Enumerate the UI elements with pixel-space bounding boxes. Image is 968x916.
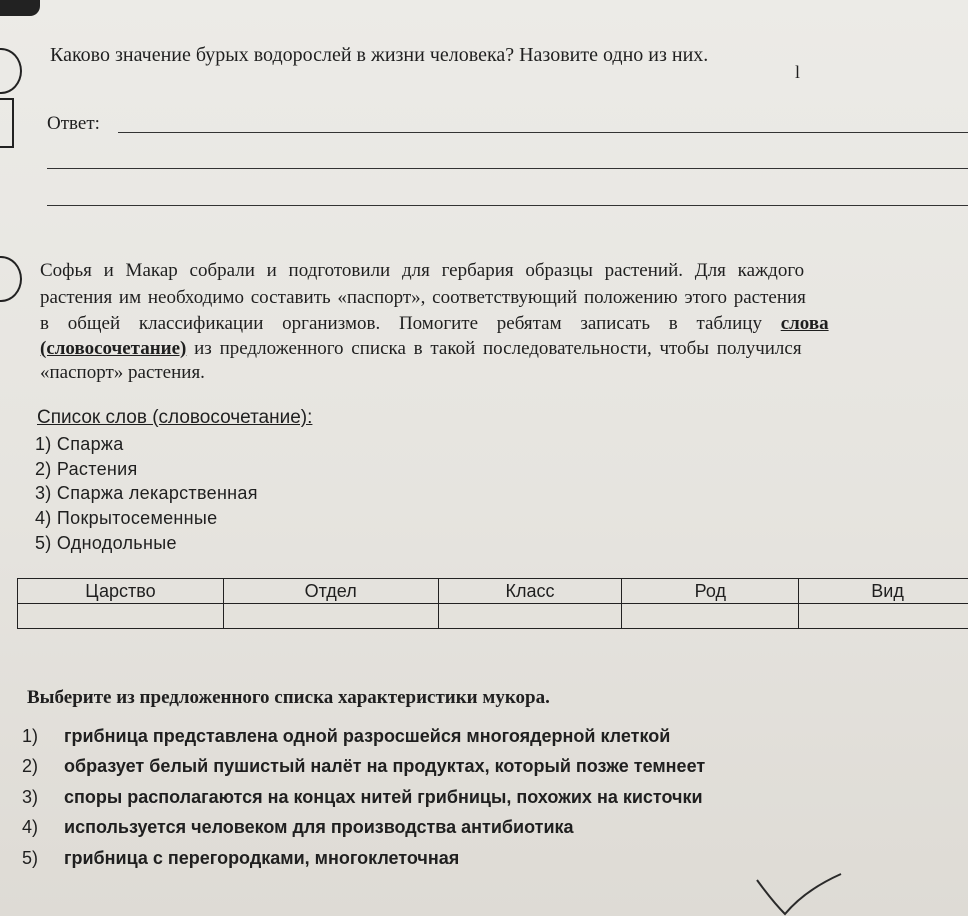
list-item: 3) Спаржа лекарственная (35, 483, 258, 503)
column-header: Класс (438, 579, 622, 604)
option-5[interactable]: 5) грибница с перегородками, многоклеточная (22, 848, 460, 868)
answer-line[interactable] (47, 168, 968, 169)
passport-table (17, 578, 968, 629)
list-item: 2) Растения (35, 459, 138, 479)
answer-line[interactable] (47, 205, 968, 206)
list-item: 1) Спаржа (35, 434, 124, 454)
column-header: Род (622, 579, 799, 604)
pen-mark: l (795, 62, 801, 82)
question-2-line-5: «паспорт» растения. (40, 362, 205, 383)
column-header: Царство (18, 579, 224, 604)
answer-cell[interactable] (223, 604, 438, 629)
answer-cell[interactable] (18, 604, 224, 629)
question-1-text: Каково значение бурых водорослей в жизни человека? Назовите одно из них. (50, 44, 709, 66)
option-4[interactable]: 4) используется человеком для производства антибиотика (22, 817, 574, 837)
option-3[interactable]: 3) споры располагаются на концах нитей грибницы, похожих на кисточки (22, 787, 703, 807)
table-answer-row (18, 604, 968, 629)
pen-scribble (755, 850, 845, 916)
score-box (0, 98, 14, 148)
column-header: Вид (799, 579, 968, 604)
question-3-text: Выберите из предложенного списка характеристики мукора. (27, 687, 550, 708)
question-2-line-3: в общей классификации организмов. Помогите ребятам записать в таблицу слова (40, 313, 829, 334)
question-2-line-4: (словосочетание) из предложенного списка в такой последовательности, чтобы получился (40, 338, 802, 359)
answer-cell[interactable] (438, 604, 622, 629)
question-2-line-2: растения им необходимо составить «паспорт», соответствующий положению этого растения (40, 287, 806, 308)
option-1[interactable]: 1) грибница представлена одной разросшейся многоядерной клеткой (22, 726, 671, 746)
task-number-circle (0, 48, 22, 94)
answer-cell[interactable] (622, 604, 799, 629)
answer-cell[interactable] (799, 604, 968, 629)
list-item: 4) Покрытосеменные (35, 508, 218, 528)
word-list-title: Список слов (словосочетание): (37, 407, 313, 428)
answer-label: Ответ: (47, 113, 100, 134)
column-header: Отдел (223, 579, 438, 604)
task-number-circle (0, 256, 22, 302)
answer-line[interactable] (118, 132, 968, 133)
table-header-row (18, 579, 968, 604)
option-2[interactable]: 2) образует белый пушистый налёт на продуктах, который позже темнеет (22, 756, 706, 776)
question-2-line-1: Софья и Макар собрали и подготовили для гербария образцы растений. Для каждого (40, 260, 805, 281)
page-corner-mark (0, 0, 40, 16)
list-item: 5) Однодольные (35, 533, 177, 553)
